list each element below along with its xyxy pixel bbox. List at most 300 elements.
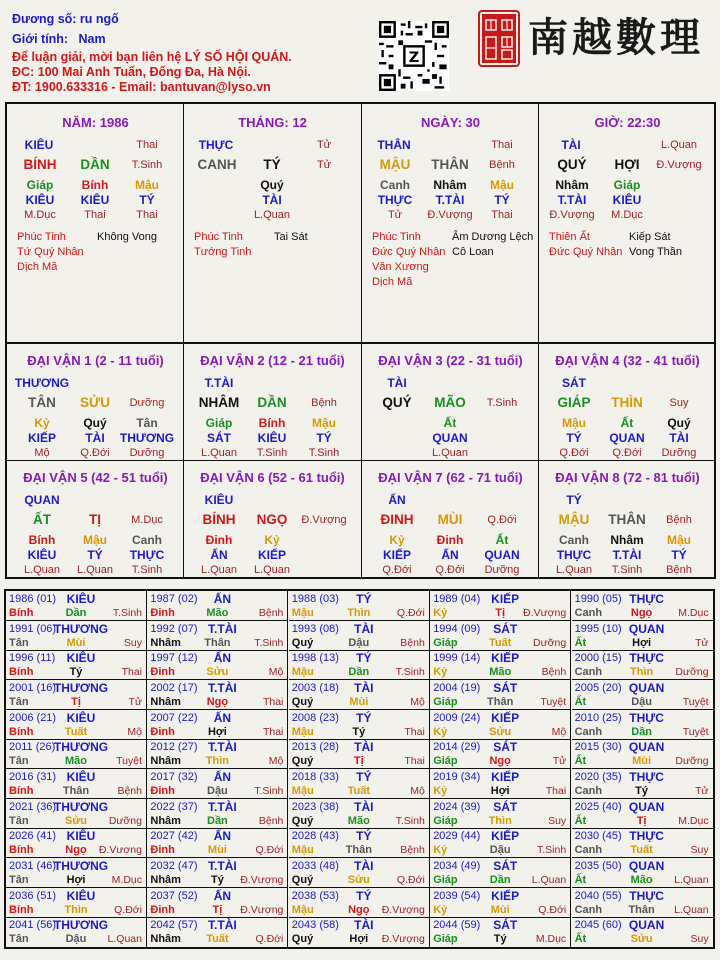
year-stem: Kỷ <box>433 607 448 619</box>
hidden-stage: Dưỡng <box>484 564 520 576</box>
year-stage: Bệnh <box>117 785 142 798</box>
hidden-god: TÝ <box>139 193 155 207</box>
year-cell <box>430 680 571 710</box>
year-label: 2040 (55) <box>574 889 622 902</box>
year-stage: Q.Đới <box>396 874 425 887</box>
year-label: 1999 (14) <box>433 652 481 665</box>
year-god: THƯƠNG <box>53 859 109 874</box>
year-god: ẤN <box>213 829 232 844</box>
year-branch: Dần <box>631 725 652 738</box>
year-branch: Ngọ <box>206 696 229 708</box>
year-label: 2033 (48) <box>291 860 339 873</box>
hidden-stage: Thai <box>84 209 106 221</box>
year-stage: Bệnh <box>400 636 425 649</box>
dai-van-title: ĐẠI VẬN 3 (22 - 31 tuổi) <box>378 353 523 368</box>
star-good: Phúc Tinh <box>17 231 66 243</box>
year-stem: Kỷ <box>433 903 448 916</box>
dai-van-title: ĐẠI VẬN 8 (72 - 81 tuổi) <box>555 470 700 485</box>
year-stage: Mộ <box>410 785 425 798</box>
year-cell <box>6 828 147 858</box>
year-cell <box>430 621 571 651</box>
year-stage: Tử <box>695 636 709 649</box>
earthly-branch: NGỌ <box>256 512 288 527</box>
pillar-1 <box>7 104 184 342</box>
year-stem: Canh <box>574 785 603 798</box>
year-god: TÝ <box>356 710 372 725</box>
year-stage: Bệnh <box>258 814 284 827</box>
year-god: T.TÀI <box>208 740 237 755</box>
year-stage: L.Quan <box>531 874 567 887</box>
pillar-4 <box>539 104 716 342</box>
hidden-stage: L.Quan <box>253 209 291 221</box>
year-label: 2031 (46) <box>9 860 57 873</box>
year-god: TÀI <box>354 918 374 933</box>
year-cell <box>572 799 713 829</box>
pillar-title: GIỜ: 22:30 <box>594 115 661 130</box>
year-god: QUAN <box>628 681 665 695</box>
dai-van-6 <box>184 461 361 577</box>
year-stage: Tử <box>552 755 567 768</box>
year-stem: Mậu <box>291 725 314 738</box>
hidden-stage: L.Quan <box>23 564 61 576</box>
year-stem: Bính <box>9 785 34 798</box>
hidden-stage: L.Quan <box>555 564 593 576</box>
year-god: SÁT <box>493 681 518 695</box>
star-good: Văn Xương <box>372 261 429 273</box>
year-branch: Tý <box>635 785 649 798</box>
hidden-stem: Giáp <box>205 416 233 430</box>
year-cell <box>289 828 430 858</box>
year-cell <box>6 888 147 918</box>
star-good: Tứ Quý Nhân <box>17 246 84 258</box>
year-cell <box>572 858 713 888</box>
year-label: 2044 (59) <box>433 919 481 932</box>
hidden-god: KIẾP <box>382 548 412 562</box>
year-stem: Kỷ <box>433 785 448 798</box>
year-stem: Giáp <box>433 636 458 649</box>
year-god: T.TÀI <box>208 859 237 874</box>
year-branch: Thân <box>487 696 514 708</box>
year-stem: Canh <box>574 725 603 738</box>
pillar-title: THÁNG: 12 <box>238 115 307 130</box>
year-branch: Sửu <box>206 666 229 679</box>
ten-god: KIÊU <box>204 493 234 507</box>
year-god: SÁT <box>493 799 518 814</box>
heavenly-stem: BÍNH <box>202 512 236 527</box>
hidden-stem: Kỷ <box>389 533 405 547</box>
year-stem: Ất <box>574 636 587 649</box>
year-cell <box>430 858 571 888</box>
hidden-stem: Giáp <box>613 178 641 192</box>
year-branch: Mão <box>630 874 653 887</box>
year-branch: Hợi <box>66 874 86 887</box>
hidden-stem: Mậu <box>562 416 586 430</box>
year-cell <box>289 799 430 829</box>
year-stage: Tử <box>695 785 709 798</box>
year-stem: Ất <box>574 696 587 708</box>
hidden-stage: Dưỡng <box>129 447 165 459</box>
hidden-god: TÀI <box>262 193 282 207</box>
year-stem: Ất <box>574 874 587 887</box>
earthly-branch: THÂN <box>608 512 646 527</box>
hidden-stem: Nhâm <box>610 533 644 547</box>
hidden-stage: Mộ <box>34 447 50 459</box>
year-god: THỰC <box>629 651 664 666</box>
year-god: KIÊU <box>66 829 96 844</box>
year-stage: Thai <box>121 666 142 679</box>
hidden-stage: Q.Đới <box>612 447 642 459</box>
stage: Tử <box>316 159 332 171</box>
year-branch: Thìn <box>488 814 512 827</box>
year-stem: Kỷ <box>433 725 448 738</box>
year-cell <box>289 710 430 740</box>
hidden-stage: T.Sinh <box>308 447 340 459</box>
stage: Q.Đới <box>487 514 517 526</box>
year-branch: Dậu <box>348 636 370 649</box>
hidden-stem: Quý <box>667 416 691 430</box>
year-stage: Thai <box>404 755 425 768</box>
hidden-stem: Tân <box>136 416 158 430</box>
dai-van-title: ĐẠI VẬN 2 (12 - 21 tuổi) <box>200 353 345 368</box>
earthly-branch: SỬU <box>80 395 110 410</box>
year-stage: Bệnh <box>400 844 425 857</box>
year-stage: Suy <box>548 814 567 827</box>
dai-van-7 <box>362 461 539 577</box>
year-label: 1993 (08) <box>291 622 339 635</box>
year-stage: Suy <box>123 636 142 649</box>
star-bad: Kiếp Sát <box>629 231 671 243</box>
earthly-branch: MÃO <box>434 395 466 410</box>
dai-van-2 <box>184 344 361 460</box>
gioi-tinh <box>12 32 106 47</box>
stage: Dưỡng <box>129 397 165 409</box>
star-good: Dịch Mã <box>372 276 413 288</box>
year-branch: Thân <box>345 844 372 857</box>
heavenly-stem: QUÝ <box>382 395 412 410</box>
year-stage: Đ.Vượng <box>381 903 425 916</box>
heavenly-stem: GIÁP <box>557 395 591 410</box>
heavenly-stem: QUÝ <box>557 157 587 172</box>
gioi-tinh-label: Giới tính: <box>12 32 69 46</box>
stage: Thai <box>491 139 513 151</box>
hidden-god: TÝ <box>87 548 103 562</box>
year-branch: Hợi <box>349 933 369 946</box>
dai-van-title: ĐẠI VẬN 5 (42 - 51 tuổi) <box>23 470 168 485</box>
year-branch: Mùi <box>490 903 510 916</box>
year-label: 2002 (17) <box>150 682 198 694</box>
year-stage: Tuyệt <box>682 696 709 708</box>
year-cell <box>430 917 571 947</box>
year-label: 2013 (28) <box>291 741 339 754</box>
hidden-stem: Ất <box>443 416 457 430</box>
year-branch: Thìn <box>205 755 229 768</box>
year-label: 2030 (45) <box>574 830 622 843</box>
hidden-god: THỰC <box>377 193 413 207</box>
year-god: THƯƠNG <box>53 621 109 636</box>
year-cell <box>147 710 288 740</box>
year-cell <box>572 650 713 680</box>
heavenly-stem: BÍNH <box>23 157 57 172</box>
stage: L.Quan <box>660 139 698 151</box>
year-cell <box>430 591 571 621</box>
year-label: 2005 (20) <box>574 682 622 694</box>
stage: Thai <box>136 139 158 151</box>
hidden-stem: Canh <box>559 533 589 547</box>
earthly-branch: MÙI <box>437 512 463 527</box>
year-branch: Mùi <box>66 636 86 649</box>
heavenly-stem: MẬU <box>379 157 411 172</box>
year-label: 2000 (15) <box>574 652 622 665</box>
year-label: 2029 (44) <box>433 830 481 843</box>
hidden-stem: Nhâm <box>433 178 467 192</box>
hidden-god: T.TÀI <box>557 193 587 207</box>
year-label: 2008 (23) <box>291 711 339 724</box>
year-label: 2009 (24) <box>433 711 481 724</box>
dai-van-5 <box>7 461 184 577</box>
year-branch: Thìn <box>629 666 654 679</box>
year-label: 2028 (43) <box>291 830 339 843</box>
year-stem: Đinh <box>150 607 175 619</box>
year-cell <box>430 710 571 740</box>
year-branch: Hợi <box>207 725 227 738</box>
year-cell <box>572 828 713 858</box>
hidden-god: KIẾP <box>27 431 57 445</box>
year-cell <box>6 739 147 769</box>
hidden-god: TÝ <box>494 193 510 207</box>
pillar-2 <box>184 104 361 342</box>
year-god: KIÊU <box>66 651 96 666</box>
year-god: TÀI <box>354 799 374 814</box>
year-branch: Mão <box>206 607 229 619</box>
year-label: 1990 (05) <box>574 593 622 605</box>
year-stage: T.Sinh <box>395 666 425 679</box>
year-stage: T.Sinh <box>112 607 142 619</box>
year-label: 2022 (37) <box>150 800 198 813</box>
year-label: 2034 (49) <box>433 860 481 873</box>
year-label: 2032 (47) <box>150 860 198 873</box>
year-label: 2006 (21) <box>9 711 57 724</box>
year-stem: Ất <box>574 814 587 827</box>
year-cell <box>6 799 147 829</box>
hidden-stem: Mậu <box>490 178 514 192</box>
dai-van-title: ĐẠI VẬN 4 (32 - 41 tuổi) <box>555 353 700 368</box>
year-stage: T.Sinh <box>254 785 284 798</box>
year-label: 2015 (30) <box>574 741 622 754</box>
chart-grid <box>5 102 716 579</box>
hidden-stage: M.Dục <box>24 209 56 221</box>
year-label: 2023 (38) <box>291 800 339 813</box>
earthly-branch: DẦN <box>80 157 110 172</box>
year-god: TÀI <box>354 740 374 755</box>
year-stage: Mộ <box>268 666 284 679</box>
year-label: 1996 (11) <box>9 652 56 665</box>
year-stage: Q.Đới <box>114 903 142 916</box>
year-cell <box>6 769 147 799</box>
year-label: 2018 (33) <box>291 771 339 784</box>
year-cell <box>430 769 571 799</box>
seal-stamp-icon <box>478 10 520 67</box>
year-label: 2024 (39) <box>433 800 481 813</box>
year-stage: Thai <box>404 725 425 738</box>
year-stage: Suy <box>690 844 709 857</box>
stage: Đ.Vượng <box>301 514 347 526</box>
hidden-stage: Dưỡng <box>661 447 697 459</box>
qr-code-icon[interactable] <box>379 21 449 91</box>
year-cell <box>147 917 288 947</box>
earthly-branch: TỊ <box>89 512 101 527</box>
year-god: T.TÀI <box>208 918 237 933</box>
year-branch: Tý <box>352 725 366 738</box>
star-good: Phúc Tinh <box>372 231 421 243</box>
hidden-stem: Đinh <box>436 533 464 547</box>
year-cell <box>289 680 430 710</box>
year-branch: Tý <box>493 933 507 946</box>
year-stem: Bính <box>9 725 34 738</box>
year-stage: L.Quan <box>674 874 709 887</box>
year-label: 1988 (03) <box>291 593 339 605</box>
year-stem: Nhâm <box>150 874 181 887</box>
year-cell <box>572 769 713 799</box>
year-cell <box>572 591 713 621</box>
stage: M.Dục <box>131 514 163 526</box>
year-cell <box>6 680 147 710</box>
year-stem: Mậu <box>291 844 314 857</box>
year-label: 2012 (27) <box>150 741 198 754</box>
hidden-stage: T.Sinh <box>256 447 288 459</box>
stage: Đ.Vượng <box>656 159 702 171</box>
year-branch: Thìn <box>64 903 88 916</box>
year-cell <box>572 710 713 740</box>
year-cell <box>147 799 288 829</box>
year-branch: Mão <box>347 814 370 827</box>
stage: Bệnh <box>666 514 692 526</box>
year-god: ẤN <box>213 770 232 785</box>
year-cell <box>430 828 571 858</box>
year-stage: Suy <box>690 933 709 946</box>
hidden-god: QUAN <box>432 431 468 445</box>
dai-van-1 <box>7 344 184 460</box>
hidden-god: QUAN <box>609 431 645 445</box>
year-branch: Ngọ <box>489 755 511 768</box>
year-stage: Q.Đới <box>396 607 425 619</box>
hidden-god: THỰC <box>556 548 592 562</box>
hidden-god: ẤN <box>210 548 228 562</box>
hidden-god: THỰC <box>129 548 165 562</box>
year-label: 2039 (54) <box>433 889 481 902</box>
year-cell <box>430 739 571 769</box>
hidden-stem: Bính <box>81 178 109 192</box>
hidden-god: T.TÀI <box>612 548 642 562</box>
year-label: 1986 (01) <box>9 593 57 605</box>
year-label: 2016 (31) <box>9 771 57 784</box>
year-branch: Dần <box>489 874 511 887</box>
year-cell <box>289 917 430 947</box>
hidden-stem: Canh <box>380 178 410 192</box>
year-cell <box>289 591 430 621</box>
year-god: TÀI <box>354 859 374 874</box>
contact-line-1: Để luận giải, mời bạn liên hệ LÝ SỐ HỘI QUÁN. <box>12 50 292 64</box>
year-branch: Tị <box>212 903 223 916</box>
hidden-stage: Bệnh <box>666 564 692 576</box>
year-label: 2020 (35) <box>574 771 622 784</box>
year-label: 2017 (32) <box>150 771 198 784</box>
hidden-stem: Kỷ <box>34 416 50 430</box>
year-branch: Sửu <box>347 874 370 887</box>
year-label: 2027 (42) <box>150 830 198 843</box>
ten-god: TÝ <box>566 493 582 507</box>
hidden-god: TÝ <box>671 548 687 562</box>
year-branch: Ngọ <box>348 903 370 916</box>
hidden-stage: Q.Đới <box>559 447 589 459</box>
year-cell <box>147 621 288 651</box>
star-good: Thiên Ất <box>549 231 590 243</box>
year-branch: Thân <box>628 903 655 916</box>
year-god: KIẾP <box>491 770 520 785</box>
year-stem: Giáp <box>433 696 458 708</box>
year-god: THỰC <box>629 770 664 785</box>
heavenly-stem: MẬU <box>558 512 590 527</box>
year-label: 1997 (12) <box>150 652 198 665</box>
year-god: ẤN <box>213 592 232 606</box>
hidden-stage: Q.Đới <box>80 447 110 459</box>
year-branch: Thìn <box>347 607 371 619</box>
year-stage: Mộ <box>410 696 425 708</box>
hidden-stem: Canh <box>132 533 162 547</box>
year-label: 2036 (51) <box>9 889 57 902</box>
year-god: TÝ <box>356 651 372 666</box>
year-stem: Nhâm <box>150 755 181 768</box>
year-stem: Canh <box>574 666 603 679</box>
year-god: QUAN <box>628 799 665 814</box>
hidden-stage: L.Quan <box>200 564 238 576</box>
year-stem: Giáp <box>433 933 458 946</box>
hidden-stem: Ất <box>495 533 509 547</box>
earthly-branch: THÂN <box>431 157 469 172</box>
hidden-stage: Q.Đới <box>435 564 465 576</box>
hidden-god: TÀI <box>85 431 105 445</box>
year-god: ẤN <box>213 651 232 666</box>
year-god: KIÊU <box>66 710 96 725</box>
year-stem: Giáp <box>433 755 458 768</box>
hidden-stage: Thai <box>136 209 158 221</box>
year-cell <box>289 621 430 651</box>
hidden-stage: Tử <box>387 209 403 221</box>
year-stage: Q.Đới <box>538 903 567 916</box>
hidden-stem: Kỷ <box>264 533 280 547</box>
year-stem: Bính <box>9 666 34 679</box>
ten-god: T.TÀI <box>204 376 234 390</box>
year-god: THƯƠNG <box>53 681 109 695</box>
year-god: QUAN <box>628 859 665 874</box>
year-stage: M.Dục <box>535 933 567 946</box>
hidden-stem: Quý <box>83 416 107 430</box>
year-god: TÝ <box>356 770 372 785</box>
year-label: 1995 (10) <box>574 622 622 635</box>
heavenly-stem: NHÂM <box>198 395 240 410</box>
year-stem: Canh <box>574 903 603 916</box>
year-stem: Kỷ <box>433 844 448 857</box>
year-god: QUAN <box>628 740 665 755</box>
year-god: KIÊU <box>66 888 96 903</box>
hidden-stem: Đinh <box>205 533 233 547</box>
ten-god: ẤN <box>388 493 406 507</box>
year-stem: Đinh <box>150 725 175 738</box>
dai-van-title: ĐẠI VẬN 7 (62 - 71 tuổi) <box>378 470 523 485</box>
year-label: 2011 (26) <box>9 741 56 754</box>
star-bad: Âm Dương Lệch <box>452 231 534 243</box>
hidden-stage: Đ.Vượng <box>427 209 473 221</box>
year-branch: Tý <box>210 874 224 887</box>
